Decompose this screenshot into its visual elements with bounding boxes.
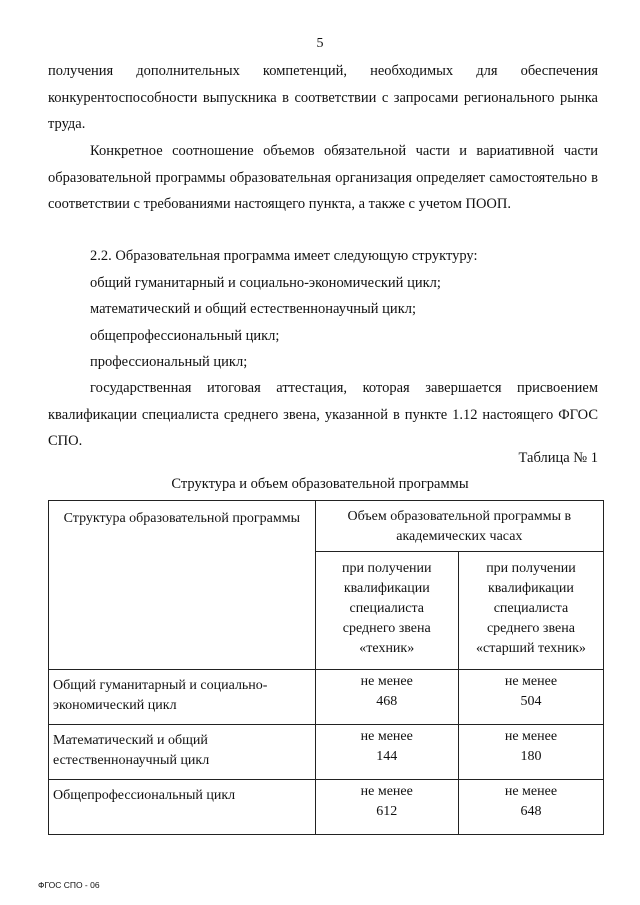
row-value-technician: не менее 468 <box>315 670 458 725</box>
row-value-senior: не менее 648 <box>458 780 603 835</box>
list-item: общепрофессиональный цикл; <box>90 327 280 344</box>
section-heading: 2.2. Образовательная программа имеет следующую структуру: <box>90 248 478 264</box>
paragraph-ratio <box>48 138 598 218</box>
row-value-senior: не менее 180 <box>458 725 603 780</box>
paragraph: получения дополнительных компетенций, необходимых для обеспечения конкурентоспособности выпускника в соответствии с запросами регионального рынка труда. <box>48 63 598 132</box>
structure-list <box>48 243 598 376</box>
header-senior-technician: при получении квалификации специалиста среднего звена «старший техник» <box>458 552 603 670</box>
paragraph-continuation <box>48 58 598 138</box>
list-item: государственная итоговая аттестация, которая завершается присвоением квалификации специалиста среднего звена, указанной в пункте 1.12 настоящего ФГОС СПО. <box>48 380 598 449</box>
page-number: 5 <box>316 36 324 51</box>
row-name: Математический и общий естественнонаучный цикл <box>49 725 316 780</box>
paragraph-attestation <box>48 375 598 455</box>
paragraph: Конкретное соотношение объемов обязательной части и вариативной части образовательной программы образовательная организация определяет самостоятельно в соответствии с требованиями настоящего пункта, а также с учетом ПООП. <box>48 143 598 212</box>
row-name: Общепрофессиональный цикл <box>49 780 316 835</box>
table-row <box>49 670 604 725</box>
list-item: общий гуманитарный и социально-экономический цикл; <box>90 274 441 291</box>
list-item: профессиональный цикл; <box>90 354 248 370</box>
row-value-technician: не менее 144 <box>315 725 458 780</box>
row-name: Общий гуманитарный и социально-экономический цикл <box>49 670 316 725</box>
list-item: математический и общий естественнонаучный цикл; <box>90 301 417 317</box>
header-technician: при получении квалификации специалиста среднего звена «техник» <box>315 552 458 670</box>
header-volume: Объем образовательной программы в академических часах <box>315 501 603 552</box>
footer-code: ФГОС СПО - 06 <box>38 880 100 890</box>
structure-table <box>48 500 604 835</box>
header-structure: Структура образовательной программы <box>49 501 316 670</box>
table-row <box>49 725 604 780</box>
table-number: Таблица № 1 <box>518 450 598 466</box>
table-header-row <box>49 501 604 552</box>
row-value-senior: не менее 504 <box>458 670 603 725</box>
row-value-technician: не менее 612 <box>315 780 458 835</box>
table-title: Структура и объем образовательной программы <box>171 476 469 492</box>
table-row <box>49 780 604 835</box>
